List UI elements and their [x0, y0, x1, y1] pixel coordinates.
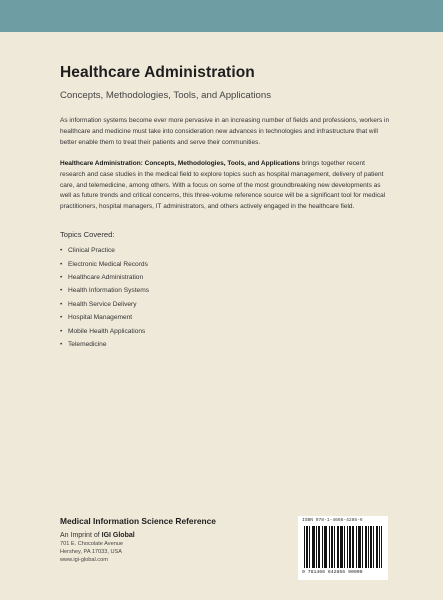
topic-item: • Electronic Medical Records [60, 258, 390, 271]
barcode-code: 9 781466 642856 [302, 570, 346, 575]
topic-item: • Clinical Practice [60, 244, 390, 257]
isbn-barcode [298, 516, 388, 580]
barcode-bars-icon [304, 526, 382, 568]
topic-item: • Mobile Health Applications [60, 325, 390, 338]
publisher-footer [60, 516, 290, 564]
series-name: Medical Information Science Reference [60, 516, 216, 526]
topics-heading: Topics Covered: [60, 230, 115, 240]
address-line-1: 701 E. Chocolate Avenue [60, 541, 124, 547]
description-paragraph-2 [60, 159, 390, 214]
description-paragraph-2-text: brings together recent research and case studies in the medical field to explore topics such as hospital management, delivery of patient care, and telemedicine, among others. With a focus on some of the most groundbreaking new developments as well as future trends and critical concerns, this three-volume reference source will be a significant tool for medical practitioners, hospital managers, IT administrators, and others actively engaged in the healthcare field. [60, 159, 386, 211]
barcode-number [302, 570, 362, 575]
book-title-inline: Healthcare Administration: Concepts, Methodologies, Tools, and Applications [60, 159, 300, 167]
topic-item: • Health Information Systems [60, 284, 390, 297]
publisher-address [60, 540, 290, 564]
topic-item: • Hospital Management [60, 311, 390, 324]
book-title: Healthcare Administration [60, 64, 255, 81]
topic-item: • Healthcare Administration [60, 271, 390, 284]
book-subtitle: Concepts, Methodologies, Tools, and Applications [60, 90, 272, 101]
topics-list [60, 244, 390, 351]
imprint-line [60, 532, 290, 539]
top-color-band [0, 0, 443, 32]
description-paragraph-1: As information systems become ever more pervasive in an increasing number of fields and professions, workers in healthcare and medicine must take into consideration new advances in technologies and infrastructure that will better enable them to treat their patients and serve their communities. [60, 117, 390, 146]
publisher-website: www.igi-global.com [60, 557, 108, 563]
address-line-2: Hershey, PA 17033, USA [60, 549, 122, 555]
back-cover-content [60, 64, 390, 352]
publisher-name: IGI Global [101, 532, 135, 539]
isbn-label: ISBN 978-1-4666-4285-6 [302, 518, 363, 523]
imprint-prefix: An Imprint of [60, 532, 102, 539]
topic-item: • Health Service Delivery [60, 298, 390, 311]
barcode-price: 90000 [348, 570, 363, 575]
topic-item: • Telemedicine [60, 338, 390, 351]
